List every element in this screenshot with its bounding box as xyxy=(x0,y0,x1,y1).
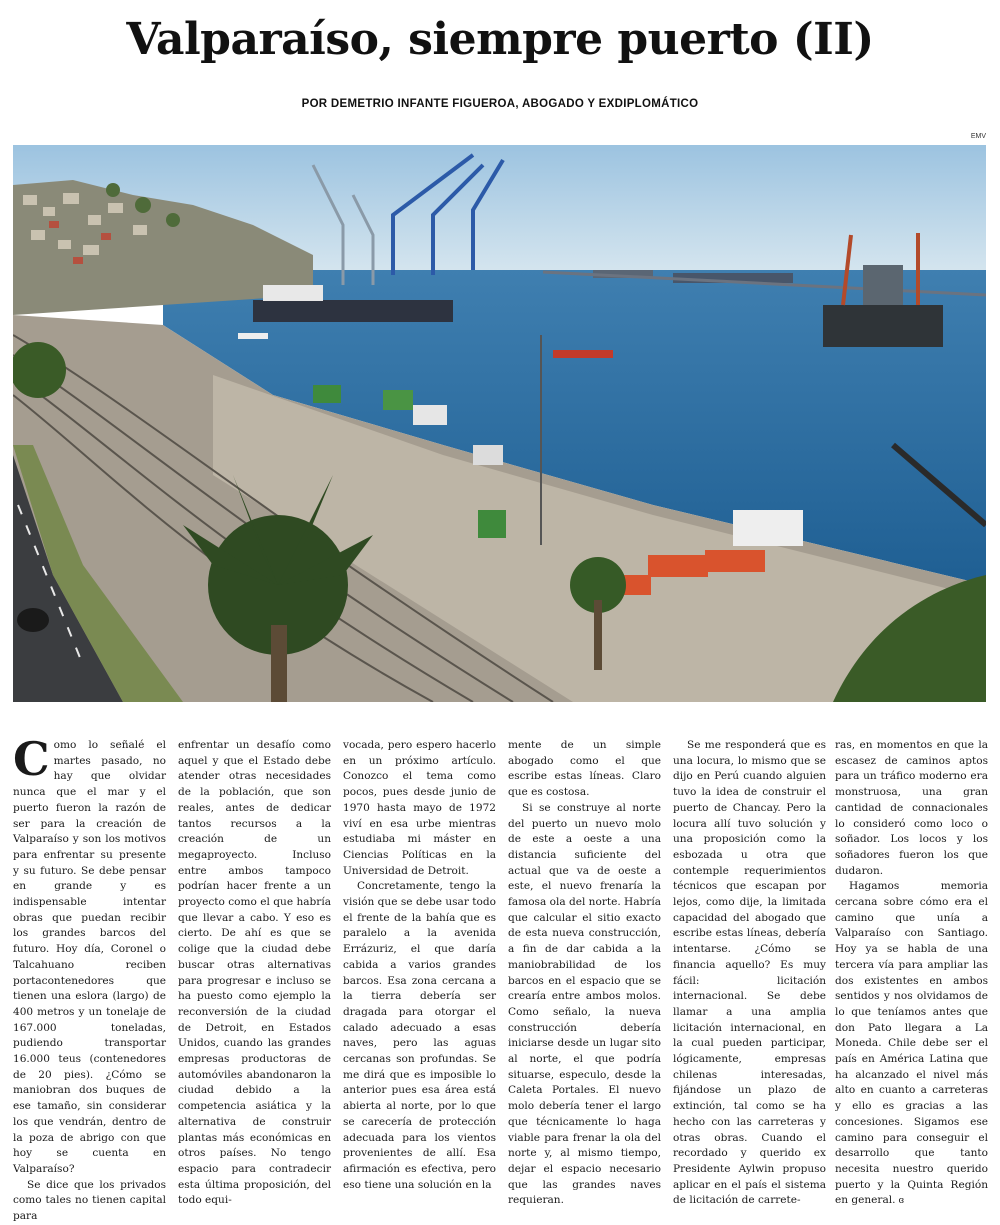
paragraph: vocada, pero espero hacerlo en un próximo artículo. Conozco el tema como pocos, pues desde junio de 1970 hasta mayo de 1972 viví en esa urbe mientras estudiaba mi máster en Ciencias Políticas en la Universidad de Detroit. xyxy=(343,739,496,877)
article-column-4 xyxy=(508,738,661,1209)
photo-credit: EMV xyxy=(970,133,986,140)
article-column-1 xyxy=(13,732,166,1225)
paragraph: ras, en momentos en que la escasez de caminos aptos para un tráfico moderno era monstruosa, una gran cantidad de connacionales lo consideró como loco o soñador. Los locos y los soñadores fueron los que dudaron. xyxy=(835,739,988,877)
article-column-3 xyxy=(343,738,496,1193)
paragraph: Concretamente, tengo la visión que se debe usar todo el frente de la bahía que es paralelo a la avenida Errázuriz, el que daría cabida a varios grandes barcos. Esa zona cercana a la tierra debería ser dragada para otorgar el calado adecuado a esas naves, pero las aguas cercanas son profundas. Se me dirá que es imposible lo anterior pues esa área está abierta al norte, por lo que se carecería de protección adecuada para los vientos provenientes de allí. Esa afirmación es efectiva, pero eso tiene una solución en la xyxy=(343,880,496,1191)
paragraph: Se me responderá que es una locura, lo mismo que se dijo en Perú cuando alguien tuvo la idea de construir el puerto de Chancay. Pero la locura allí tuvo solución y una proposición como la esbozada u otra que contemple requerimientos técnicos que escapan por lejos, como dije, la limitada capacidad del abogado que escribe estas líneas, debería intentarse. ¿Cómo se financia aquello? Es muy fácil: licitación internacional. Se debe llamar a una amplia licitación internacional, en la cual pueden participar, lógicamente, empresas chilenas interesadas, fijándose un plazo de extinción, tal como se ha hecho con las carreteras y otras obras. Cuando el recordado y querido ex Presidente Aylwin propuso aplicar en el país el sistema de licitación de carrete- xyxy=(673,739,826,1207)
article-column-2 xyxy=(178,738,331,1209)
paragraph: Se dice que los privados como tales no tienen capital para xyxy=(13,1178,166,1223)
article-column-6 xyxy=(835,738,988,1210)
paragraph: Si se construye al norte del puerto un nuevo molo de este a oeste a una distancia suficiente del actual que va de oeste a este, el nuevo frenaría la famosa ola del norte. Habría que calcular el sitio exacto de esta nueva construcción, a fin de dar cabida a la maniobrabilidad de los barcos en el espacio que se crearía entre ambos molos. Como señalo, la nueva construcción debería iniciarse desde un lugar sito al norte, el que podría situarse, especulo, desde la Caleta Portales. El nuevo molo debería tener el largo que técnicamente lo haga viable para frenar la ola del norte y, al mismo tiempo, dejar el espacio necesario que las grandes naves requieran. xyxy=(508,801,661,1207)
harbor-photo xyxy=(13,145,986,702)
headline: Valparaíso, siempre puerto (II) xyxy=(126,14,874,65)
paragraph: mente de un simple abogado como el que escribe estas líneas. Claro que es costosa. xyxy=(508,739,661,799)
paragraph: enfrentar un desafío como aquel y que el Estado debe atender otras necesidades de la población, que son reales, antes de dedicar tantos recursos a la creación de un megaproyecto. Incluso entre ambos tampoco podrían hacer frente a un proyecto como el que habría que llevar a cabo. Y eso es cierto. De ahí es que se colige que la ciudad debe buscar otras alternativas para progresar e incluso se ha puesto como ejemplo la reconversión de la ciudad de Detroit, en Estados Unidos, cuando las grandes empresas productoras de automóviles abandonaron la ciudad debido a la competencia asiática y la alternativa de construir plantas más económicas en otros países. No tengo espacio para contradecir esta última proposición, del todo equi- xyxy=(178,739,331,1207)
article-column-5 xyxy=(673,738,826,1209)
byline: POR DEMETRIO INFANTE FIGUEROA, ABOGADO Y EXDIPLOMÁTICO xyxy=(301,98,699,110)
end-mark-icon: ɞ xyxy=(898,1196,905,1207)
paragraph: Hagamos memoria cercana sobre cómo era el camino que unía a Valparaíso con Santiago. Hoy ya se habla de una tercera vía para ampliar las dos existentes en ambos sentidos y nos olvidamos de lo que teníamos antes que don Pato llegara a La Moneda. Chile debe ser el país en América Latina que ha alcanzado el nivel más alto en cuanto a carreteras y ello es gracias a las concesiones. Sigamos ese camino para conseguir el desarrollo que tanto necesita nuestro querido puerto y la Quinta Región en general. xyxy=(835,880,988,1207)
drop-cap: C xyxy=(13,732,50,786)
paragraph: omo lo señalé el martes pasado, no hay que olvidar nunca que el mar y el puerto fueron la razón de ser para la creación de Valparaíso y son los motivos para enfrentar su presente y su futuro. Se debe pensar en grande y es indispensable intentar obras que puedan recibir los grandes barcos del futuro. Hoy día, Coronel o Talcahuano reciben portacontenedores que tienen una eslora (largo) de 400 metros y un tonelaje de 167.000 toneladas, pudiendo transportar 16.000 teus (contenedores de 20 pies). ¿Cómo se maniobran dos buques de ese tamaño, sin considerar los que vendrán, dentro de la poza de abrigo con que hoy se cuenta en Valparaíso? xyxy=(13,739,166,1175)
harbor-photo-icon xyxy=(13,145,986,702)
article-body xyxy=(13,732,988,1223)
